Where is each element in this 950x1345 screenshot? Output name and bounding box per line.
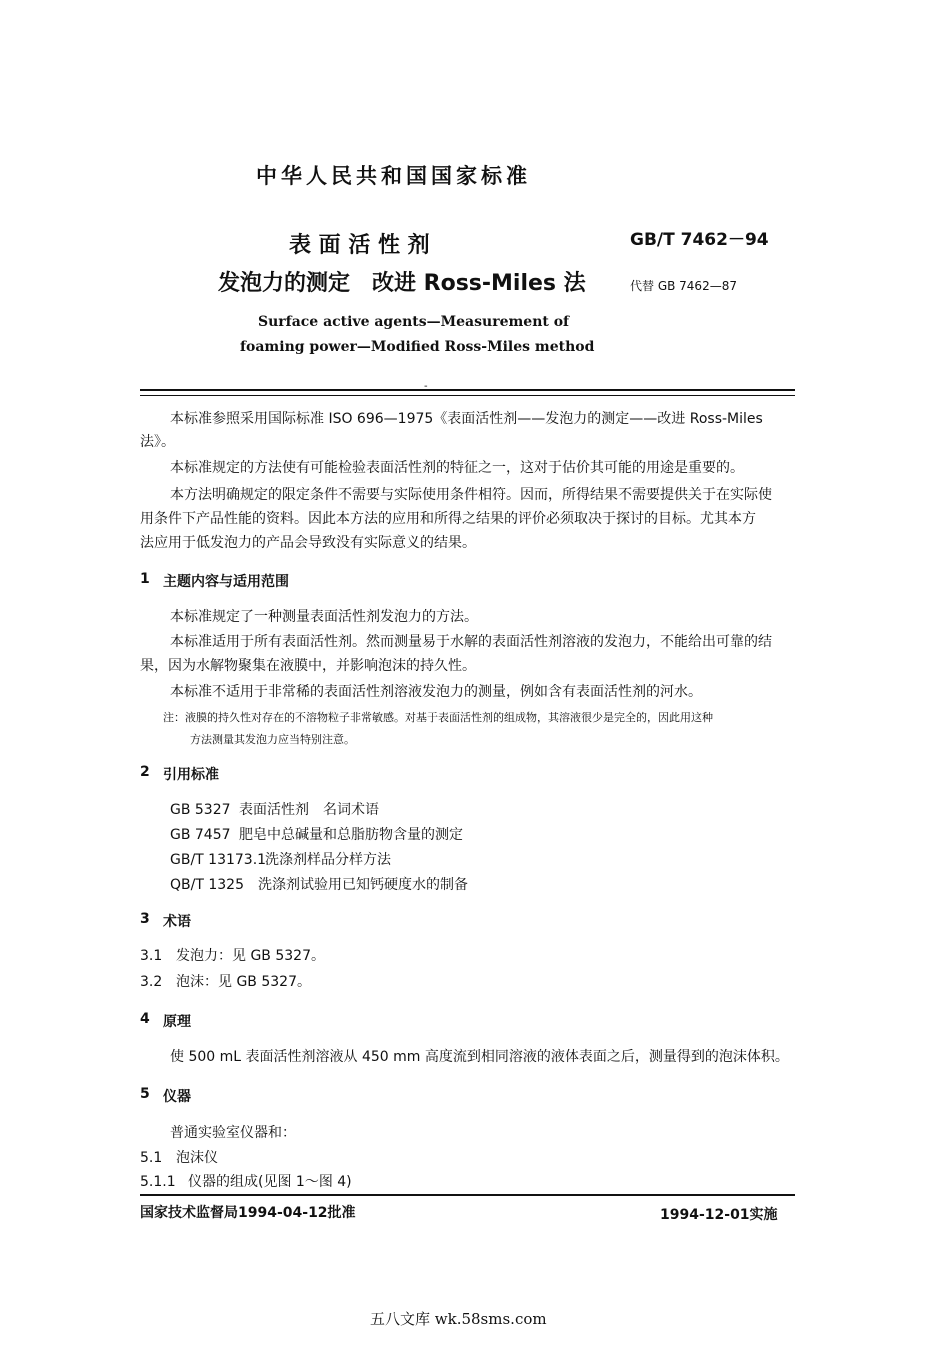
section1-line-3: 果，因为水解物聚集在液膜中，并影响泡沫的持久性。	[140, 658, 476, 674]
reference-name: 洗涤剂样品分样方法	[265, 852, 391, 868]
reference-code: GB 5327	[170, 802, 231, 818]
term-text: 发泡力：见 GB 5327。	[176, 948, 325, 964]
header-rule-top	[140, 389, 795, 391]
section3-number: 3	[140, 911, 150, 927]
footer-rule	[140, 1194, 795, 1196]
section3-title: 术语	[163, 914, 191, 930]
section2-number: 2	[140, 764, 150, 780]
section1-title: 主题内容与适用范围	[163, 574, 289, 590]
term-number: 3.1	[140, 948, 163, 964]
header-rule-bottom	[140, 395, 795, 396]
document-title-line2: 发泡力的测定 改进 Ross-Miles 法	[218, 271, 586, 296]
reference-code: GB 7457	[170, 827, 231, 843]
section1-note-line-1: 注：液膜的持久性对存在的不溶物粒子非常敏感。对基于表面活性剂的组成物，其溶液很少是完全的，因此用这种	[163, 711, 713, 724]
principle-text: 使 500 mL 表面活性剂溶液从 450 mm 高度流到相同溶液的液体表面之后，测量得到的泡沫体积。	[170, 1049, 789, 1065]
reference-name: 肥皂中总碱量和总脂肪物含量的测定	[239, 827, 463, 843]
document-title-line1: 表 面 活 性 剂	[289, 233, 430, 258]
intro-line-6: 法应用于低发泡力的产品会导致没有实际意义的结果。	[140, 535, 476, 551]
reference-name: 洗涤剂试验用已知钙硬度水的制备	[258, 877, 468, 893]
intro-line-2: 法》。	[140, 434, 175, 450]
reference-code: GB/T 13173.1	[170, 852, 267, 868]
subsection-title: 仪器的组成(见图 1～图 4)	[188, 1174, 352, 1190]
section4-number: 4	[140, 1011, 150, 1027]
small-mark: -	[424, 381, 428, 392]
section4-title: 原理	[163, 1014, 191, 1030]
watermark: 五八文库 wk.58sms.com	[370, 1310, 547, 1328]
intro-line-5: 用条件下产品性能的资料。因此本方法的应用和所得之结果的评价必须取决于探讨的目标。尤其本方	[140, 511, 756, 527]
reference-name: 表面活性剂 名词术语	[239, 802, 379, 818]
standard-code: GB/T 7462－94	[630, 230, 769, 250]
replaces-note: 代替 GB 7462—87	[630, 279, 737, 293]
section1-number: 1	[140, 571, 150, 587]
section1-line-1: 本标准规定了一种测量表面活性剂发泡力的方法。	[170, 609, 478, 625]
intro-line-3: 本标准规定的方法使有可能检验表面活性剂的特征之一，这对于估价其可能的用途是重要的。	[170, 460, 744, 476]
english-title-line2: foaming power—Modified Ross-Miles method	[240, 339, 595, 355]
instruments-intro: 普通实验室仪器和：	[170, 1125, 296, 1141]
section5-title: 仪器	[163, 1089, 191, 1105]
intro-line-1: 本标准参照采用国际标准 ISO 696—1975《表面活性剂——发泡力的测定——改进 Ross-Miles	[170, 411, 763, 427]
section1-note-line-2: 方法测量其发泡力应当特别注意。	[190, 733, 355, 746]
section5-number: 5	[140, 1086, 150, 1102]
section2-title: 引用标准	[163, 767, 219, 783]
term-number: 3.2	[140, 974, 163, 990]
approval-date: 国家技术监督局1994-04-12批准	[140, 1205, 356, 1221]
intro-line-4: 本方法明确规定的限定条件不需要与实际使用条件相符。因而，所得结果不需要提供关于在实际使	[170, 487, 772, 503]
english-title-line1: Surface active agents—Measurement of	[258, 314, 570, 330]
subsection-number: 5.1.1	[140, 1174, 176, 1190]
section1-line-2: 本标准适用于所有表面活性剂。然而测量易于水解的表面活性剂溶液的发泡力，不能给出可靠的结	[170, 634, 772, 650]
national-standard-title: 中华人民共和国国家标准	[256, 164, 531, 188]
term-text: 泡沫：见 GB 5327。	[176, 974, 311, 990]
reference-code: QB/T 1325	[170, 877, 244, 893]
subsection-title: 泡沫仪	[176, 1150, 218, 1166]
section1-line-4: 本标准不适用于非常稀的表面活性剂溶液发泡力的测量，例如含有表面活性剂的河水。	[170, 684, 702, 700]
subsection-number: 5.1	[140, 1150, 163, 1166]
implementation-date: 1994-12-01实施	[660, 1207, 778, 1223]
